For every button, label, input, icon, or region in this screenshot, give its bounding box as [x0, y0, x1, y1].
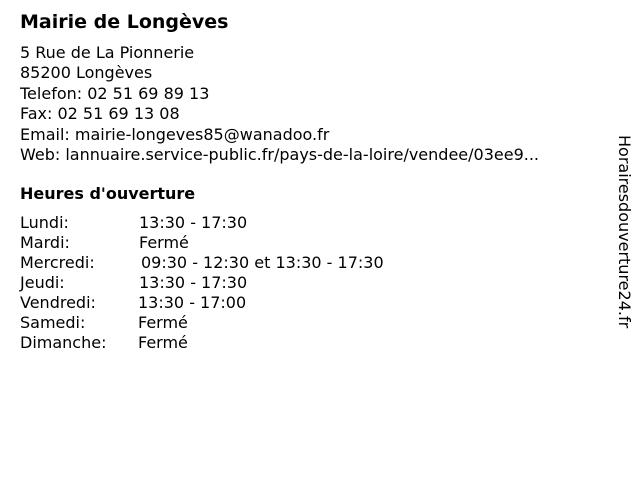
hours-value: 13:30 - 17:00 [138, 293, 247, 312]
page-title: Mairie de Longèves [20, 11, 229, 33]
website-link: Web: lannuaire.service-public.fr/pays-de-la-loire/vendee/03ee9... [20, 145, 539, 165]
hours-value: Fermé [138, 333, 188, 352]
address-street: 5 Rue de La Pionnerie [20, 43, 195, 62]
hours-value: 13:30 - 17:30 [139, 213, 248, 232]
day-label: Mercredi: [20, 253, 95, 272]
phone-number: Telefon: 02 51 69 89 13 [20, 83, 210, 103]
day-label: Jeudi: [20, 273, 65, 292]
day-label: Dimanche: [20, 333, 107, 352]
hours-value: 13:30 - 17:30 [139, 273, 248, 292]
opening-hours-heading: Heures d'ouverture [20, 184, 196, 203]
day-label: Mardi: [20, 233, 70, 252]
hours-value: Fermé [138, 313, 188, 332]
day-label: Lundi: [20, 213, 69, 232]
address-city: 85200 Longèves [20, 63, 153, 83]
email-address: Email: mairie-longeves85@wanadoo.fr [20, 124, 330, 144]
hours-value: Fermé [139, 233, 189, 252]
hours-value: 09:30 - 12:30 et 13:30 - 17:30 [141, 253, 384, 272]
day-label: Samedi: [20, 313, 86, 332]
day-label: Vendredi: [20, 293, 96, 312]
contact-info [20, 43, 539, 165]
fax-number: Fax: 02 51 69 13 08 [20, 104, 180, 124]
site-watermark: Horairesdouverture24.fr [615, 135, 634, 329]
